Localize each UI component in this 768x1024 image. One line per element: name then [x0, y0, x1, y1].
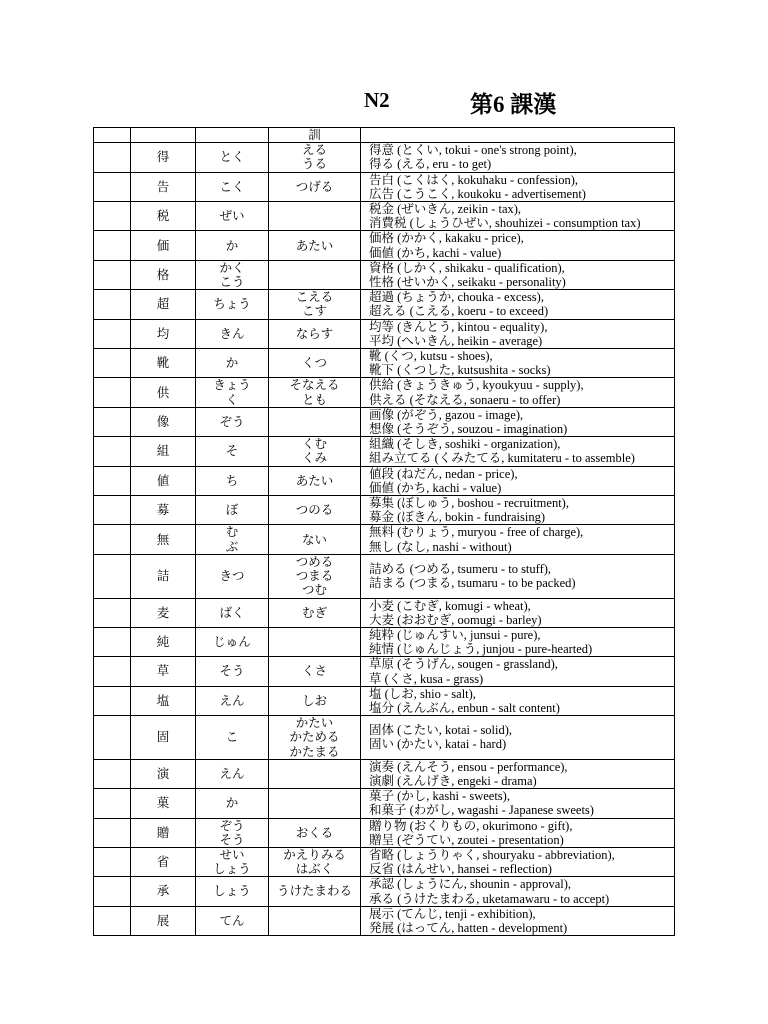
kanji-cell: 草: [131, 657, 196, 686]
example-word: 小麦 (こむぎ, komugi - wheat),: [369, 598, 531, 613]
example-word: 均等 (きんとう, kintou - equality),: [369, 319, 548, 334]
kun-reading: つまる: [295, 569, 334, 584]
on-reading: か: [225, 238, 239, 253]
on-reading: しょう: [213, 862, 251, 877]
kun-reading: かたまる: [289, 744, 340, 759]
table-row: [94, 319, 675, 348]
kun-reading-cell: [269, 789, 361, 818]
on-reading: じゅん: [213, 635, 251, 649]
examples-cell: [361, 202, 675, 231]
example-word: 価値 (かち, kachi - value): [369, 245, 502, 260]
kun-reading-cell: [269, 525, 361, 554]
blank-cell: [94, 378, 131, 407]
on-reading: ぼ: [225, 503, 239, 518]
kun-reading-cell: [269, 172, 361, 201]
on-reading-cell: [196, 172, 269, 201]
kun-reading-cell: [269, 319, 361, 348]
blank-cell: [94, 437, 131, 466]
on-reading-cell: [196, 202, 269, 231]
kun-reading: ない: [301, 532, 327, 547]
example-word: 想像 (そうぞう, souzou - imagination): [369, 422, 568, 437]
on-reading: きつ: [219, 569, 245, 584]
on-reading-cell: [196, 627, 269, 656]
examples-cell: [361, 877, 675, 906]
examples-cell: [361, 172, 675, 201]
blank-cell: [94, 260, 131, 289]
example-word: 得意 (とくい, tokui - one's strong point),: [369, 143, 577, 158]
blank-cell: [94, 407, 131, 436]
blank-cell: [94, 598, 131, 627]
header-cell: [196, 128, 269, 143]
examples-cell: [361, 260, 675, 289]
kun-reading: くむ: [301, 437, 327, 452]
on-reading-cell: [196, 349, 269, 378]
kun-reading-cell: [269, 686, 361, 715]
table-row: [94, 202, 675, 231]
on-reading: む: [225, 525, 239, 540]
kanji-cell: 値: [131, 466, 196, 495]
on-reading: ちょう: [213, 297, 251, 312]
kanji-cell: 無: [131, 525, 196, 554]
kanji-cell: 演: [131, 759, 196, 788]
on-reading-cell: [196, 319, 269, 348]
kanji-cell: 固: [131, 716, 196, 760]
examples-cell: [361, 525, 675, 554]
table-row: [94, 231, 675, 260]
examples-cell: [361, 818, 675, 847]
blank-cell: [94, 143, 131, 172]
table-row: [94, 877, 675, 906]
kun-reading-cell: [269, 349, 361, 378]
kanji-cell: 得: [131, 143, 196, 172]
level-title: N2: [364, 88, 390, 112]
kun-reading: とも: [301, 392, 327, 407]
example-word: 靴 (くつ, kutsu - shoes),: [369, 349, 493, 364]
kun-reading: あたい: [295, 473, 334, 488]
example-word: 詰める (つめる, tsumeru - to stuff),: [369, 561, 552, 576]
on-reading: ぶ: [225, 539, 239, 554]
on-reading: そう: [219, 664, 245, 679]
on-reading: ぞう: [219, 818, 245, 833]
example-word: 草原 (そうげん, sougen - grassland),: [369, 657, 558, 672]
kun-reading-cell: [269, 466, 361, 495]
example-word: 超える (こえる, koeru - to exceed): [369, 304, 549, 319]
kun-reading: くみ: [301, 451, 327, 466]
blank-cell: [94, 202, 131, 231]
on-reading: そう: [219, 832, 245, 847]
on-reading-cell: [196, 407, 269, 436]
kun-reading-cell: [269, 657, 361, 686]
kanji-cell: 価: [131, 231, 196, 260]
kun-reading: ならす: [295, 326, 334, 341]
on-reading: きん: [219, 326, 245, 341]
table-row: [94, 525, 675, 554]
kun-reading-cell: [269, 847, 361, 876]
kun-reading-cell: [269, 202, 361, 231]
example-word: 靴下 (くつした, kutsushita - socks): [369, 363, 551, 378]
kun-reading: える: [301, 143, 327, 158]
examples-cell: [361, 686, 675, 715]
blank-cell: [94, 231, 131, 260]
on-reading: しょう: [213, 884, 251, 899]
on-reading: こう: [219, 275, 245, 290]
on-reading-cell: [196, 598, 269, 627]
kun-reading: かたい: [295, 716, 334, 731]
examples-cell: [361, 759, 675, 788]
kanji-cell: 贈: [131, 818, 196, 847]
on-reading: てん: [219, 913, 245, 928]
blank-cell: [94, 496, 131, 525]
blank-cell: [94, 627, 131, 656]
on-reading: く: [225, 392, 239, 407]
on-reading-cell: [196, 554, 269, 598]
kanji-cell: 靴: [131, 349, 196, 378]
kun-reading: はぶく: [295, 862, 334, 877]
examples-cell: [361, 598, 675, 627]
kanji-table: [93, 127, 675, 936]
example-word: 供える (そなえる, sonaeru - to offer): [369, 392, 561, 407]
table-row: [94, 437, 675, 466]
example-word: 値段 (ねだん, nedan - price),: [369, 466, 518, 481]
on-reading-cell: [196, 657, 269, 686]
example-word: 固体 (こたい, kotai - solid),: [369, 723, 513, 738]
example-word: 草 (くさ, kusa - grass): [369, 671, 484, 686]
blank-cell: [94, 349, 131, 378]
table-row: [94, 407, 675, 436]
blank-cell: [94, 319, 131, 348]
kun-reading: そなえる: [289, 378, 340, 393]
kun-reading-cell: [269, 627, 361, 656]
example-word: 告白 (こくはく, kokuhaku - confession),: [369, 172, 578, 187]
blank-cell: [94, 554, 131, 598]
on-reading: えん: [219, 693, 245, 708]
kun-reading-cell: [269, 231, 361, 260]
example-word: 画像 (がぞう, gazou - image),: [369, 407, 524, 422]
kanji-cell: 塩: [131, 686, 196, 715]
kun-reading: つのる: [295, 503, 334, 518]
example-word: 大麦 (おおむぎ, oomugi - barley): [369, 612, 542, 627]
blank-cell: [94, 525, 131, 554]
kanji-cell: 格: [131, 260, 196, 289]
kanji-cell: 省: [131, 847, 196, 876]
example-word: 無料 (むりょう, muryou - free of charge),: [369, 525, 584, 540]
examples-cell: [361, 378, 675, 407]
example-word: 純粋 (じゅんすい, junsui - pure),: [369, 627, 541, 642]
lesson-title: 第6 課漢: [470, 92, 557, 117]
blank-cell: [94, 290, 131, 319]
kanji-cell: 供: [131, 378, 196, 407]
kun-reading: つげる: [295, 179, 334, 194]
kun-reading: かえりみる: [283, 847, 346, 862]
table-row: [94, 466, 675, 495]
kun-reading-cell: [269, 143, 361, 172]
kun-reading: くつ: [301, 356, 327, 371]
example-word: 詰まる (つまる, tsumaru - to be packed): [369, 576, 576, 591]
example-word: 無し (なし, nashi - without): [369, 539, 512, 554]
blank-cell: [94, 686, 131, 715]
example-word: 和菓子 (わがし, wagashi - Japanese sweets): [369, 803, 594, 818]
kun-reading: うる: [301, 157, 327, 172]
examples-cell: [361, 789, 675, 818]
kun-reading-cell: [269, 260, 361, 289]
blank-cell: [94, 172, 131, 201]
on-reading-cell: [196, 716, 269, 760]
header-cell-kun: 訓: [269, 128, 361, 143]
kun-reading: こえる: [295, 290, 334, 305]
example-word: 承る (うけたまわる, uketamawaru - to accept): [369, 891, 610, 906]
example-word: 贈り物 (おくりもの, okurimono - gift),: [369, 818, 573, 833]
kanji-cell: 均: [131, 319, 196, 348]
table-row: [94, 906, 675, 935]
on-reading: ばく: [219, 605, 245, 620]
on-reading: そ: [225, 444, 239, 459]
kanji-cell: 菓: [131, 789, 196, 818]
examples-cell: [361, 496, 675, 525]
examples-cell: [361, 554, 675, 598]
header-cell: [94, 128, 131, 143]
table-row: [94, 143, 675, 172]
on-reading-cell: [196, 496, 269, 525]
blank-cell: [94, 847, 131, 876]
kun-reading-cell: [269, 598, 361, 627]
table-row: [94, 686, 675, 715]
on-reading-cell: [196, 466, 269, 495]
on-reading-cell: [196, 906, 269, 935]
table-row: [94, 818, 675, 847]
example-word: 演奏 (えんそう, ensou - performance),: [369, 759, 568, 774]
example-word: 純情 (じゅんじょう, junjou - pure-hearted): [369, 642, 593, 657]
on-reading-cell: [196, 231, 269, 260]
example-word: 組織 (そしき, soshiki - organization),: [369, 437, 561, 452]
example-word: 超過 (ちょうか, chouka - excess),: [369, 290, 544, 305]
example-word: 菓子 (かし, kashi - sweets),: [369, 789, 510, 804]
examples-cell: [361, 319, 675, 348]
on-reading: きょう: [213, 378, 251, 393]
example-word: 承認 (しょうにん, shounin - approval),: [369, 877, 572, 892]
kun-reading: つむ: [301, 583, 327, 598]
on-reading: こく: [219, 179, 245, 194]
on-reading-cell: [196, 818, 269, 847]
example-word: 組み立てる (くみたてる, kumitateru - to assemble): [369, 451, 635, 466]
example-word: 省略 (しょうりゃく, shouryaku - abbreviation),: [369, 847, 615, 862]
kanji-cell: 麦: [131, 598, 196, 627]
kun-reading-cell: [269, 407, 361, 436]
example-word: 演劇 (えんげき, engeki - drama): [369, 773, 537, 788]
example-word: 募集 (ぼしゅう, boshou - recruitment),: [369, 496, 569, 511]
kanji-cell: 承: [131, 877, 196, 906]
example-word: 価値 (かち, kachi - value): [369, 480, 502, 495]
examples-cell: [361, 349, 675, 378]
example-word: 塩 (しお, shio - salt),: [369, 686, 476, 701]
examples-cell: [361, 657, 675, 686]
kun-reading: むぎ: [301, 605, 327, 620]
header-cell: [361, 128, 675, 143]
blank-cell: [94, 877, 131, 906]
header-cell: [131, 128, 196, 143]
on-reading-cell: [196, 260, 269, 289]
on-reading-cell: [196, 686, 269, 715]
on-reading: ぞう: [219, 414, 245, 429]
kanji-cell: 展: [131, 906, 196, 935]
on-reading: か: [225, 796, 239, 811]
kun-reading-cell: [269, 378, 361, 407]
table-row: [94, 172, 675, 201]
table-row: [94, 657, 675, 686]
example-word: 消費税 (しょうひぜい, shouhizei - consumption tax): [369, 216, 641, 231]
kun-reading: かためる: [289, 730, 340, 745]
example-word: 塩分 (えんぶん, enbun - salt content): [369, 700, 560, 715]
table-row: [94, 759, 675, 788]
kanji-cell: 告: [131, 172, 196, 201]
on-reading: せい: [219, 847, 245, 862]
example-word: 発展 (はってん, hatten - development): [369, 920, 568, 935]
blank-cell: [94, 759, 131, 788]
example-word: 広告 (こうこく, koukoku - advertisement): [369, 186, 586, 201]
kun-reading-cell: [269, 496, 361, 525]
table-row: [94, 554, 675, 598]
on-reading-cell: [196, 143, 269, 172]
example-word: 反省 (はんせい, hansei - reflection): [369, 862, 552, 877]
example-word: 得る (える, eru - to get): [369, 157, 492, 172]
kanji-cell: 超: [131, 290, 196, 319]
example-word: 資格 (しかく, shikaku - qualification),: [369, 260, 565, 275]
on-reading: えん: [219, 766, 245, 781]
on-reading: ち: [225, 473, 239, 488]
table-row: [94, 789, 675, 818]
kun-reading-cell: [269, 290, 361, 319]
kun-reading-cell: [269, 437, 361, 466]
example-word: 供給 (きょうきゅう, kyoukyuu - supply),: [369, 378, 584, 393]
examples-cell: [361, 231, 675, 260]
on-reading: かく: [219, 260, 245, 275]
examples-cell: [361, 847, 675, 876]
on-reading-cell: [196, 877, 269, 906]
example-word: 固い (かたい, katai - hard): [369, 737, 507, 752]
examples-cell: [361, 290, 675, 319]
on-reading-cell: [196, 290, 269, 319]
on-reading: か: [225, 356, 239, 371]
on-reading-cell: [196, 437, 269, 466]
table-row: [94, 847, 675, 876]
examples-cell: [361, 627, 675, 656]
blank-cell: [94, 906, 131, 935]
kun-reading: うけたまわる: [276, 884, 352, 899]
blank-cell: [94, 716, 131, 760]
blank-cell: [94, 466, 131, 495]
kun-reading: こす: [301, 304, 327, 319]
example-word: 性格 (せいかく, seikaku - personality): [369, 275, 566, 290]
examples-cell: [361, 906, 675, 935]
table-row: [94, 496, 675, 525]
examples-cell: [361, 437, 675, 466]
examples-cell: [361, 716, 675, 760]
kun-reading-cell: [269, 759, 361, 788]
kanji-cell: 募: [131, 496, 196, 525]
table-row: [94, 378, 675, 407]
examples-cell: [361, 466, 675, 495]
on-reading-cell: [196, 525, 269, 554]
kun-reading: あたい: [295, 238, 334, 253]
kanji-cell: 純: [131, 627, 196, 656]
kun-reading: しお: [301, 693, 327, 708]
table-row: [94, 290, 675, 319]
example-word: 募金 (ぼきん, bokin - fundraising): [369, 510, 546, 525]
example-word: 価格 (かかく, kakaku - price),: [369, 231, 524, 246]
examples-cell: [361, 407, 675, 436]
table-row: [94, 598, 675, 627]
kun-reading-cell: [269, 818, 361, 847]
table-row: [94, 716, 675, 760]
kanji-cell: 税: [131, 202, 196, 231]
table-row: [94, 627, 675, 656]
example-word: 贈呈 (ぞうてい, zoutei - presentation): [369, 832, 564, 847]
blank-cell: [94, 657, 131, 686]
kun-reading: おくる: [295, 825, 334, 840]
blank-cell: [94, 789, 131, 818]
on-reading: ぜい: [219, 209, 245, 224]
table-header-row: [94, 128, 675, 143]
kun-reading-cell: [269, 906, 361, 935]
kun-reading: つめる: [295, 554, 334, 569]
kun-reading-cell: [269, 877, 361, 906]
example-word: 税金 (ぜいきん, zeikin - tax),: [369, 202, 522, 217]
blank-cell: [94, 818, 131, 847]
kun-reading-cell: [269, 554, 361, 598]
table-row: [94, 260, 675, 289]
on-reading-cell: [196, 378, 269, 407]
on-reading: とく: [219, 150, 245, 165]
kanji-cell: 組: [131, 437, 196, 466]
kanji-cell: 像: [131, 407, 196, 436]
kanji-cell: 詰: [131, 554, 196, 598]
kun-reading-cell: [269, 716, 361, 760]
on-reading-cell: [196, 789, 269, 818]
page-header: [0, 88, 768, 116]
on-reading-cell: [196, 759, 269, 788]
examples-cell: [361, 143, 675, 172]
table-row: [94, 349, 675, 378]
example-word: 展示 (てんじ, tenji - exhibition),: [369, 906, 536, 921]
on-reading-cell: [196, 847, 269, 876]
example-word: 平均 (へいきん, heikin - average): [369, 333, 543, 348]
on-reading: こ: [225, 730, 239, 745]
kun-reading: くさ: [301, 664, 327, 679]
